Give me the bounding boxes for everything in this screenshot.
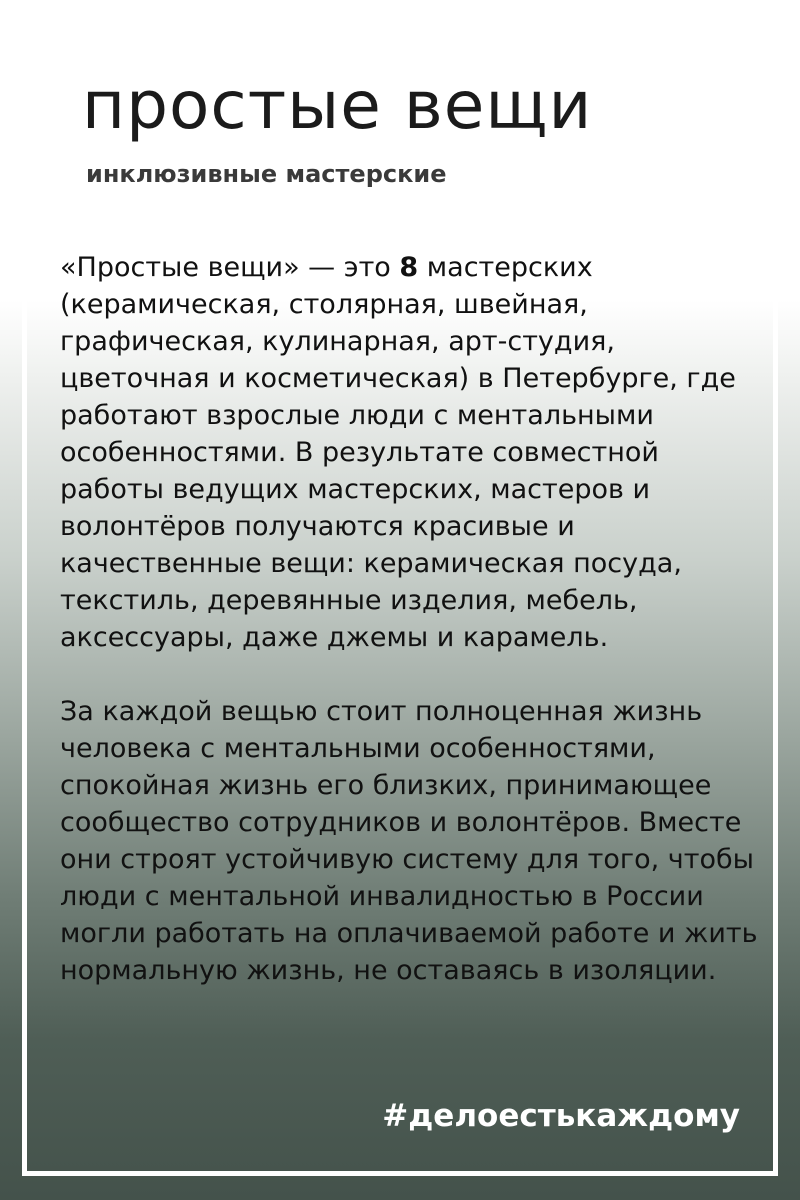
paragraph-mission: За каждой вещью стоит полноценная жизнь человека с ментальными особенностями, спокойная жизнь его близких, принимающее сообщество сотрудников и волонтёров. Вместе они строят устойчивую систему для того, чтобы люди с ментальной инвалидностью в России могли работать на оплачиваемой работе и жить нормальную жизнь, не оставаясь в изоляции. — [60, 696, 758, 986]
description-text — [60, 249, 766, 989]
intro-text-rest: мастерских (керамическая, столярная, швейная, графическая, кулинарная, арт-студия, цветочная и косметическая) в Петербурге, где работают взрослые люди с ментальными особенностями. В результате совместной работы ведущих мастерских, мастеров и волонтёров получаются красивые и качественные вещи: керамическая посуда, текстиль, деревянные изделия, мебель, аксессуары, даже джемы и карамель. — [60, 252, 736, 653]
brand-title: простые вещи — [82, 67, 593, 144]
brand-subtitle: инклюзивные мастерские — [86, 160, 447, 188]
workshop-count: 8 — [399, 252, 419, 283]
intro-text-start: «Простые вещи» — это — [60, 252, 400, 283]
paragraph-intro — [60, 249, 766, 656]
hashtag: #делоестькаждому — [382, 1098, 740, 1134]
